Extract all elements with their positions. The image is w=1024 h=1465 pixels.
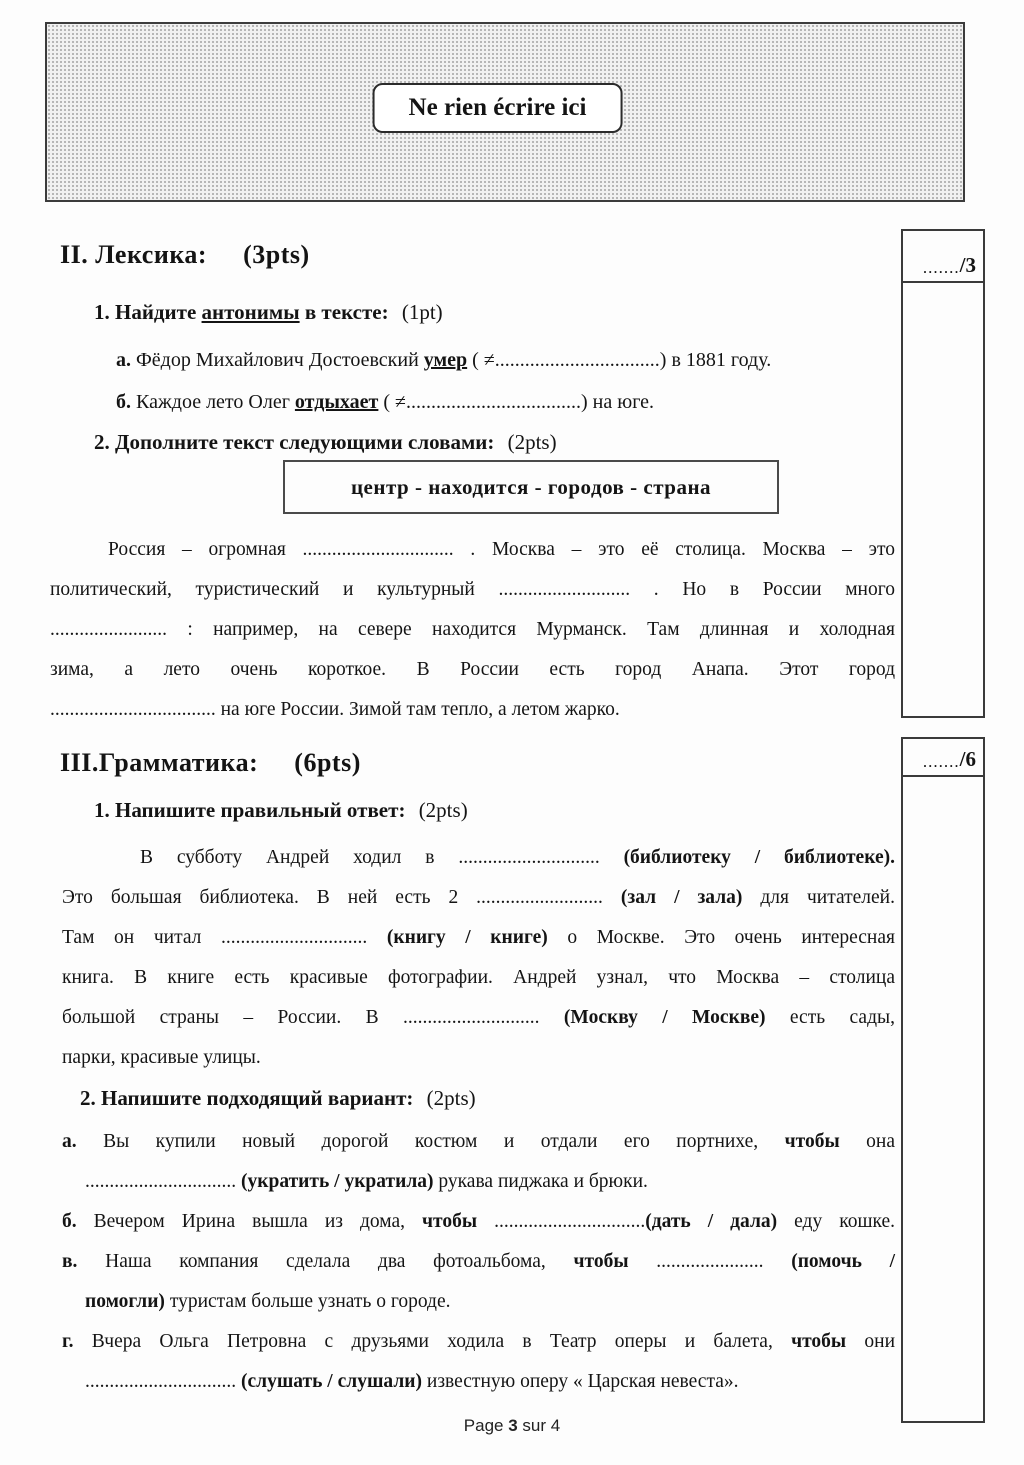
lexika-ex1-item-a: а. Фёдор Михайлович Достоевский умер ( ≠.................................) в 1881 году. — [116, 349, 772, 371]
target-word: отдыхает — [294, 391, 379, 413]
word-bank-box — [283, 460, 779, 514]
score-max: /3 — [959, 253, 976, 277]
do-not-write-label: Ne rien écrire ici — [373, 83, 623, 133]
score-box-lexika — [901, 229, 985, 718]
item-label: г. — [62, 1331, 74, 1352]
lexika-ex1-heading — [94, 300, 443, 325]
paragraph-line: большой страны – России. В ............................ (Москву / Москве) есть сады, — [62, 1007, 895, 1028]
choice-options: (книгу / книге) — [386, 927, 548, 948]
section-grammatika-heading — [60, 748, 361, 778]
grammatika-ex2-item-v — [62, 1242, 895, 1322]
grammatika-ex1-paragraph — [62, 838, 895, 1078]
answer-blank: ............................... — [85, 1371, 241, 1392]
item-line: ............................... (укратить / укратила) рукава пиджака и брюки. — [85, 1171, 648, 1192]
grammatika-ex2-item-g — [62, 1322, 895, 1402]
answer-blank: ( ≠...................................) — [378, 391, 588, 413]
choice-options: (библиотеку / библиотеке). — [623, 847, 895, 868]
answer-blank: ...................... — [628, 1251, 792, 1272]
page-footer — [0, 1416, 1024, 1436]
paragraph-line: .................................. на юге России. Зимой там тепло, а летом жарко. — [50, 699, 620, 720]
paragraph-line: парки, красивые улицы. — [62, 1047, 261, 1068]
choice-options: (зал / зала) — [620, 887, 743, 908]
item-line: помогли) туристам больше узнать о городе. — [85, 1291, 451, 1312]
item-label: а. — [62, 1131, 77, 1152]
do-not-write-banner — [45, 22, 965, 202]
lexika-ex2-paragraph — [50, 530, 895, 730]
exercise-number: 2. — [80, 1086, 96, 1110]
choice-options: (Москву / Москве) — [563, 1007, 766, 1028]
page-number-text: Page 3 sur 4 — [463, 1416, 561, 1435]
answer-blank: ............................... — [477, 1211, 646, 1232]
exercise-points: (2pts) — [426, 1086, 476, 1110]
paragraph-line: зима, а лето очень короткое. В России есть город Анапа. Этот город — [50, 659, 895, 680]
grammatika-ex2-item-a — [62, 1122, 895, 1202]
item-line: а. Вы купили новый дорогой костюм и отдали его портнихе, чтобы она — [62, 1131, 895, 1152]
score-box-lexika-header — [903, 231, 983, 283]
score-dots: ....... — [922, 752, 960, 771]
section-title: II. Лексика: — [60, 240, 208, 269]
grammatika-ex1-heading — [94, 798, 468, 823]
word-bank-words: центр - находится - городов - страна — [350, 474, 712, 499]
item-line: г. Вчера Ольга Петровна с друзьями ходила в Театр оперы и балета, чтобы они — [62, 1331, 896, 1352]
grammatika-ex2-heading — [80, 1086, 476, 1111]
section-lexika-heading — [60, 240, 310, 270]
section-title: III.Грамматика: — [60, 748, 259, 777]
lexika-ex2-heading — [94, 430, 557, 455]
choice-options: (укратить / укратила) — [241, 1171, 434, 1192]
exercise-title: Дополните текст следующими словами: — [115, 430, 495, 454]
exercise-number: 1. — [94, 300, 110, 324]
section-points: (6pts) — [294, 748, 361, 777]
exercise-points: (2pts) — [507, 430, 557, 454]
exercise-title: Найдите антонимы в тексте: — [115, 300, 389, 324]
item-label: а. — [116, 349, 131, 371]
exercise-title: Напишите подходящий вариант: — [101, 1086, 414, 1110]
item-line: ............................... (слушать / слушали) известную оперу « Царская невеста». — [85, 1371, 739, 1392]
exercise-number: 2. — [94, 430, 110, 454]
answer-blank: ............................... — [85, 1171, 241, 1192]
choice-options: (помочь / — [791, 1251, 896, 1272]
paragraph-line: политический, туристический и культурный ........................... . Но в России много — [50, 579, 895, 600]
exercise-points: (2pts) — [418, 798, 468, 822]
exercise-number: 1. — [94, 798, 110, 822]
score-max: /6 — [959, 747, 976, 771]
grammatika-ex2-item-b — [62, 1202, 895, 1242]
paragraph-line: Там он читал .............................. (книгу / книге) о Москве. Это очень интересная — [62, 927, 895, 948]
section-points: (3pts) — [243, 240, 310, 269]
item-label: б. — [62, 1211, 77, 1232]
paragraph-line: Россия – огромная ............................... . Москва – это её столица. Москва – это — [108, 539, 895, 560]
score-box-grammatika-header — [903, 739, 983, 777]
paragraph-line: книга. В книге есть красивые фотографии. Андрей узнал, что Москва – столица — [62, 967, 895, 988]
answer-blank: ( ≠.................................) — [467, 349, 667, 371]
score-dots: ....... — [922, 258, 960, 277]
paragraph-line: Это большая библиотека. В ней есть 2 .......................... (зал / зала) для читателей. — [62, 887, 895, 908]
lexika-ex1-item-b: б. Каждое лето Олег отдыхает ( ≠...................................) на юге. — [116, 391, 655, 413]
paragraph-line: ........................ : например, на севере находится Мурманск. Там длинная и холодная — [50, 619, 895, 640]
exercise-points: (1pt) — [401, 300, 443, 324]
item-line: в. Наша компания сделала два фотоальбома, чтобы ...................... (помочь / — [62, 1251, 896, 1272]
target-word: умер — [423, 349, 468, 371]
item-label: в. — [62, 1251, 78, 1272]
choice-options: помогли) — [85, 1291, 165, 1312]
item-line: б. Вечером Ирина вышла из дома, чтобы ...............................(дать / дала) еду кошке. — [62, 1211, 895, 1232]
item-label: б. — [116, 391, 131, 413]
choice-options: (дать / дала) — [645, 1211, 778, 1232]
paragraph-line: В субботу Андрей ходил в ............................. (библиотеку / библиотеке). — [140, 847, 895, 868]
choice-options: (слушать / слушали) — [241, 1371, 423, 1392]
exercise-title: Напишите правильный ответ: — [115, 798, 406, 822]
score-box-grammatika — [901, 737, 985, 1423]
